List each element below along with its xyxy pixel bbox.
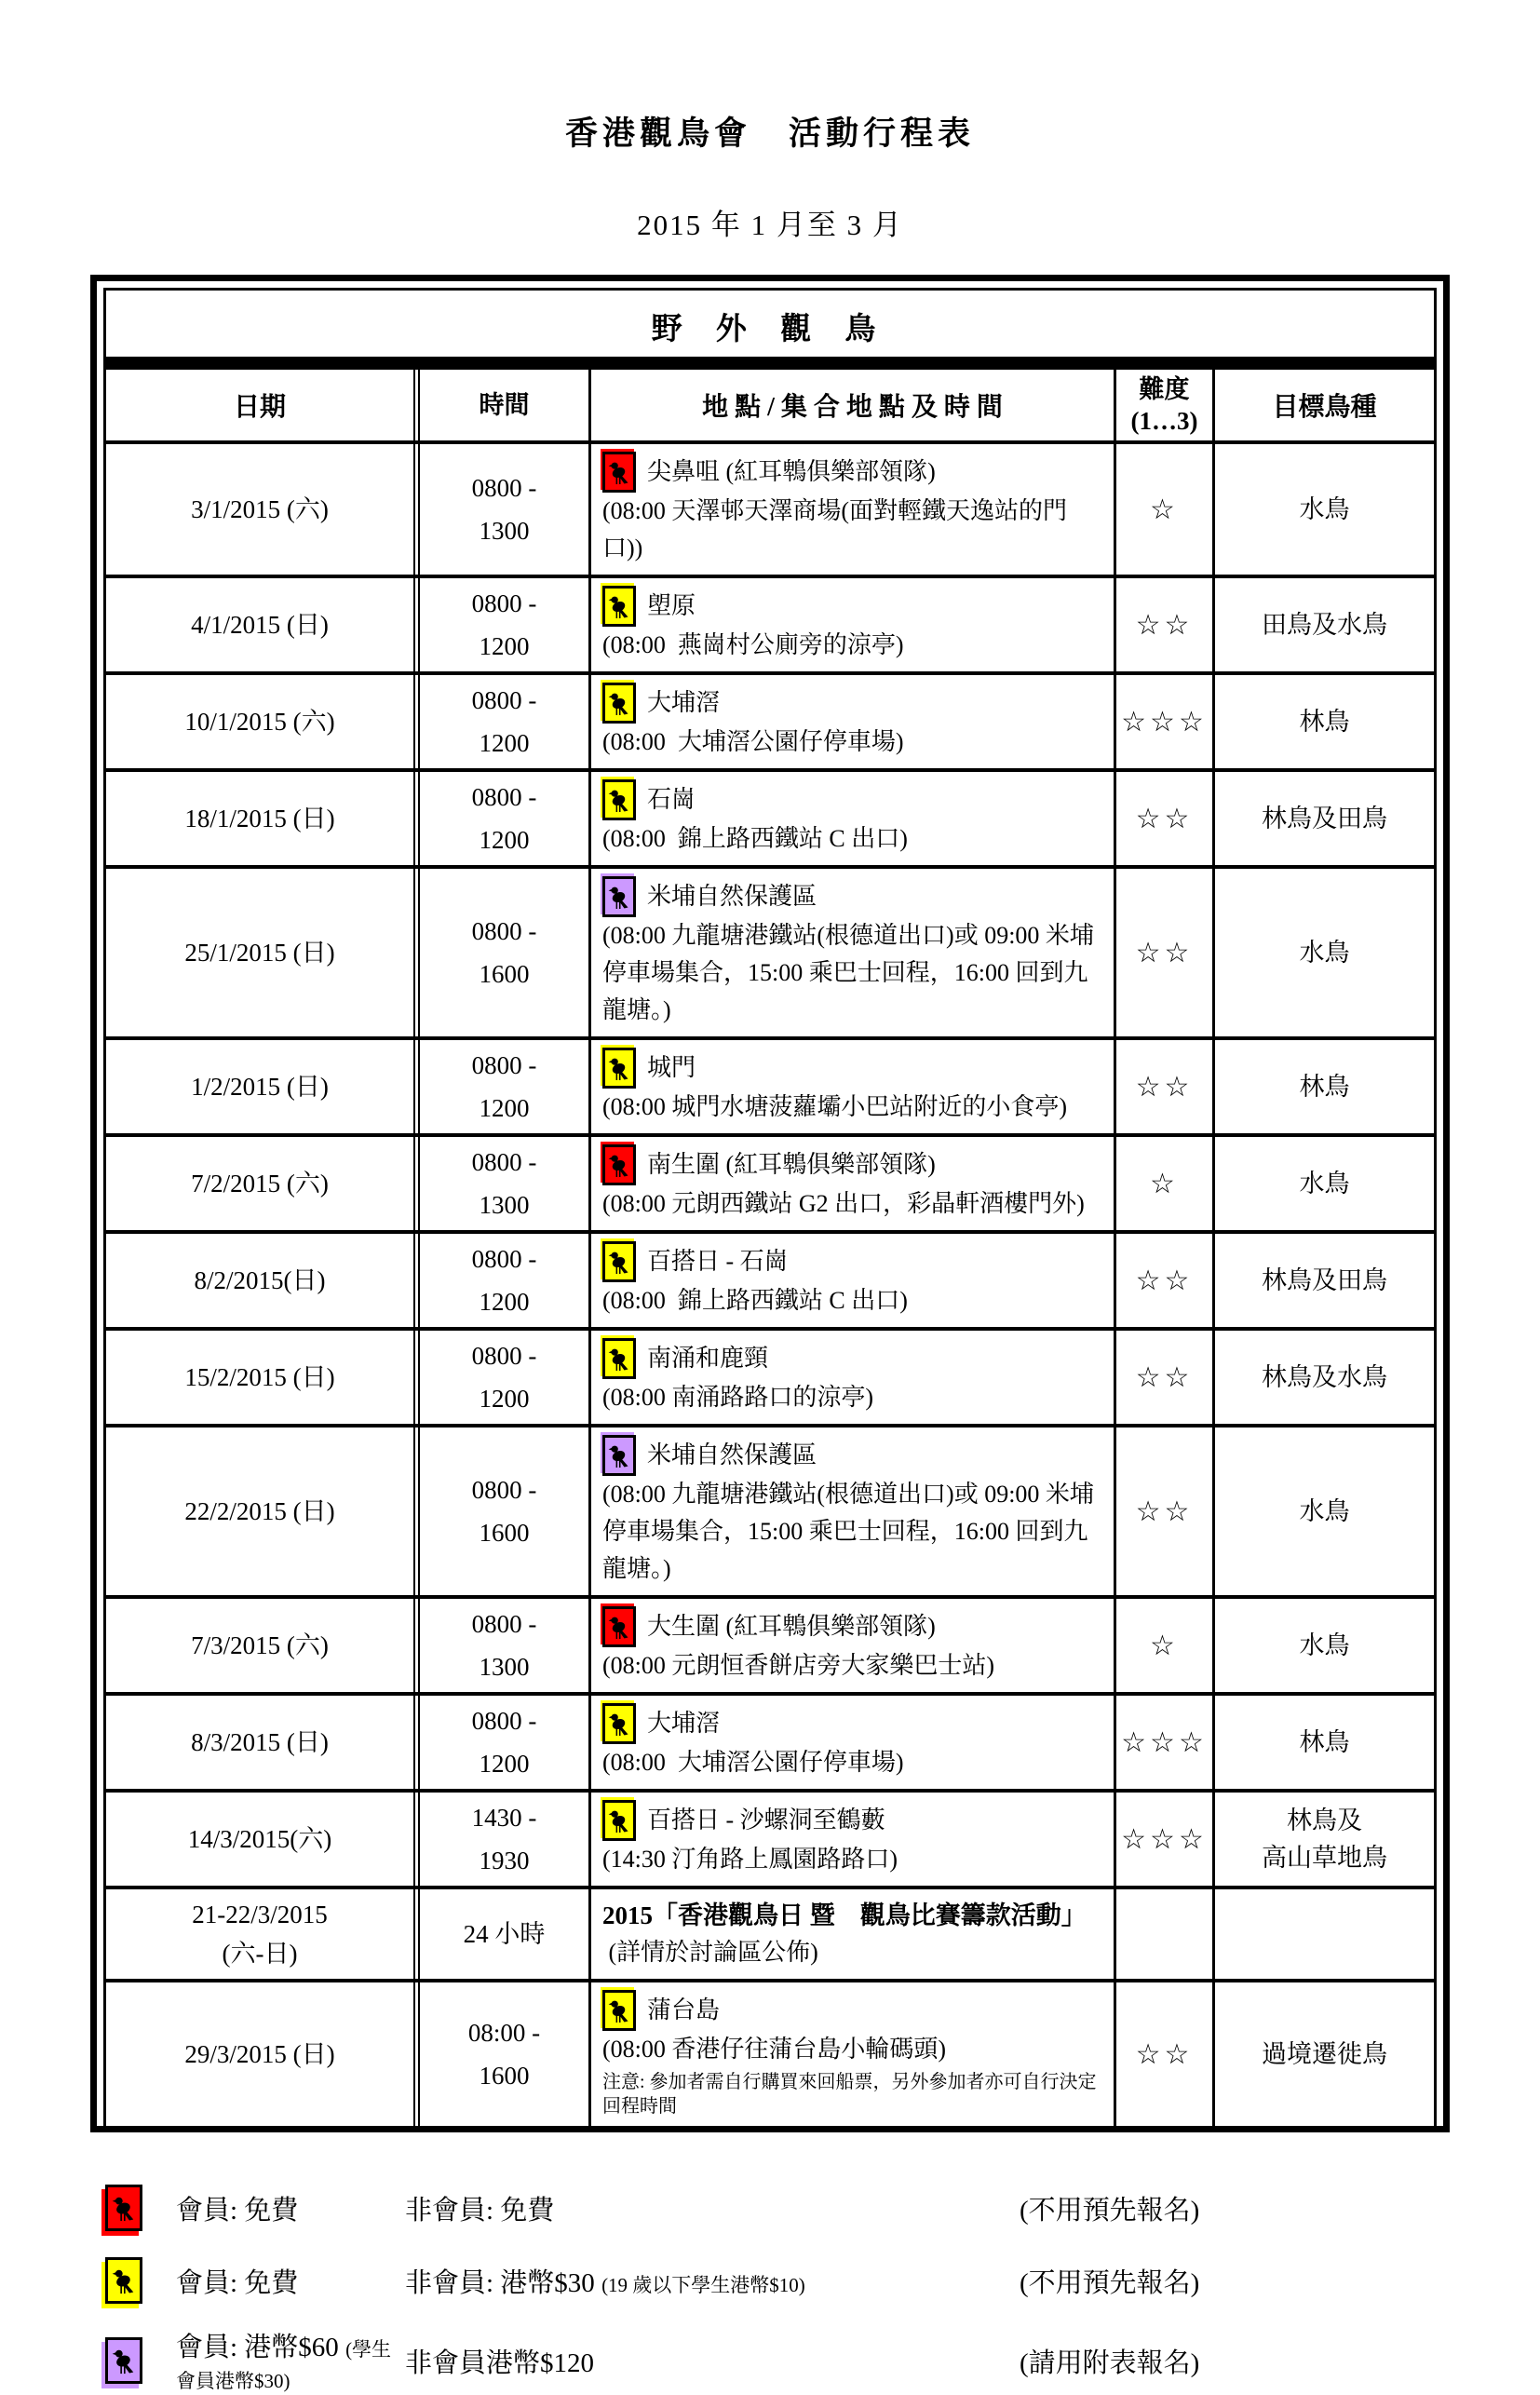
bird-icon-yellow: [602, 683, 636, 724]
event-location: [588, 1428, 1114, 1595]
difficulty-cell: [1114, 1234, 1212, 1327]
difficulty-stars: ☆☆: [1135, 1495, 1194, 1528]
difficulty-cell: [1114, 1599, 1212, 1692]
event-date: [106, 1599, 413, 1692]
event-time: [413, 1982, 588, 2126]
difficulty-cell: [1114, 1889, 1212, 1979]
difficulty-stars: ☆☆☆: [1121, 1822, 1208, 1856]
bird-icon-yellow: [602, 1990, 636, 2031]
target-birds: [1212, 1234, 1434, 1327]
legend-registration-note: (請用附表報名): [1020, 2348, 1200, 2378]
target-birds: [1212, 675, 1434, 768]
event-time-line2: 1200: [479, 729, 530, 757]
table-row: [106, 1331, 1434, 1428]
bird-icon-yellow: [602, 1703, 636, 1744]
legend-icon-cell: [105, 2257, 176, 2304]
event-time: [413, 869, 588, 1036]
event-location-titleline: [602, 683, 1104, 724]
event-location-title: 城門: [647, 1054, 696, 1081]
event-time-line1: 0800 -: [471, 1707, 537, 1735]
event-time-line1: 0800 -: [471, 783, 537, 811]
event-location: [588, 1234, 1114, 1327]
legend-registration-note: (不用預先報名): [1020, 2267, 1200, 2298]
target-birds-line1: 水鳥: [1299, 939, 1350, 967]
event-time-line1: 0800 -: [471, 1245, 537, 1273]
target-birds: [1212, 772, 1434, 865]
difficulty-cell: [1114, 1696, 1212, 1789]
event-meeting-detail: (08:00 九龍塘港鐵站(根德道出口)或 09:00 米埔停車場集合，15:00 乘巴士回程，16:00 回到九龍塘。): [602, 1481, 1094, 1582]
table-row: [106, 1599, 1434, 1696]
event-location-title: 南生圍 (紅耳鵯俱樂部領隊): [647, 1151, 936, 1178]
event-time: [413, 1889, 588, 1979]
event-meeting-detail: (08:00 大埔滘公園仔停車場): [602, 1749, 904, 1776]
bird-icon-red: [602, 1144, 636, 1185]
event-date-line1: 21-22/3/2015: [192, 1901, 328, 1928]
event-time-line2: 1200: [479, 1385, 530, 1413]
legend-member-fee: 會員: 免費: [176, 2195, 299, 2226]
event-date-line1: 3/1/2015 (六): [191, 495, 329, 523]
event-time-line1: 0800 -: [471, 1610, 537, 1638]
target-birds: [1212, 444, 1434, 575]
event-meeting-detail: (08:00 南涌路路口的涼亭): [602, 1384, 874, 1411]
bird-icon-yellow: [602, 779, 636, 820]
target-birds: [1212, 1137, 1434, 1230]
page-subtitle: 2015 年 1 月至 3 月: [637, 209, 903, 241]
event-time-line1: 24 小時: [463, 1920, 546, 1948]
event-note: 注意: 參加者需自行購買來回船票，另外參加者亦可自行決定回程時間: [602, 2072, 1097, 2117]
target-birds: [1212, 1696, 1434, 1789]
event-date: [106, 1982, 413, 2126]
event-date-line1: 7/2/2015 (六): [191, 1170, 329, 1198]
event-location-titleline: [602, 1048, 1104, 1089]
bird-icon-red: [602, 1606, 636, 1647]
target-birds-line1: 水鳥: [1299, 1631, 1350, 1659]
event-time: [413, 1428, 588, 1595]
event-time: [413, 1599, 588, 1692]
difficulty-stars: ☆☆: [1135, 802, 1194, 835]
event-location: [588, 869, 1114, 1036]
target-birds: [1212, 1599, 1434, 1692]
legend-nonmember-fee: 非會員: 港幣$30 (19 歲以下學生港幣$10): [405, 2267, 805, 2298]
event-time-line2: 1930: [479, 1847, 530, 1874]
event-location-title: 2015「香港觀鳥日 暨 觀鳥比賽籌款活動」: [602, 1901, 1087, 1929]
event-time: [413, 444, 588, 575]
event-location-titleline: [602, 779, 1104, 820]
table-row: [106, 1137, 1434, 1234]
event-time-line1: 0800 -: [471, 474, 537, 502]
event-date-line1: 1/2/2015 (日): [191, 1073, 329, 1101]
document-page: [0, 108, 1540, 2392]
event-date: [106, 1040, 413, 1133]
target-birds: [1212, 1982, 1434, 2126]
event-meeting-detail: (08:00 九龍塘港鐵站(根德道出口)或 09:00 米埔停車場集合，15:00 乘巴士回程，16:00 回到九龍塘。): [602, 922, 1094, 1023]
event-time-line2: 1600: [479, 1519, 530, 1547]
event-date: [106, 1234, 413, 1327]
column-header-target: 目標鳥種: [1212, 370, 1434, 440]
target-birds-line2: 高山草地鳥: [1262, 1844, 1387, 1872]
event-location-title: 百搭日 - 石崗: [647, 1248, 789, 1275]
difficulty-cell: [1114, 1982, 1212, 2126]
difficulty-stars: ☆☆: [1135, 2037, 1194, 2071]
event-meeting-detail: (08:00 城門水塘菠蘿壩小巴站附近的小食亭): [602, 1093, 1068, 1120]
event-time: [413, 675, 588, 768]
event-date: [106, 444, 413, 575]
difficulty-cell: [1114, 1793, 1212, 1886]
event-date-line1: 18/1/2015 (日): [184, 805, 335, 832]
event-location-title: 蒲台島: [647, 1996, 721, 2023]
difficulty-stars: ☆☆: [1135, 1264, 1194, 1297]
event-location-titleline: [602, 876, 1104, 917]
difficulty-cell: [1114, 772, 1212, 865]
event-date-line1: 29/3/2015 (日): [184, 2040, 335, 2068]
bird-icon-purple: [602, 1435, 636, 1476]
table-row: [106, 869, 1434, 1040]
difficulty-cell: [1114, 1331, 1212, 1424]
event-date: [106, 1889, 413, 1979]
event-location-titleline: [602, 586, 1104, 627]
difficulty-stars: ☆☆: [1135, 608, 1194, 642]
event-date: [106, 1137, 413, 1230]
event-date-line1: 15/2/2015 (日): [184, 1363, 335, 1391]
legend-nonmember-fee: 非會員: 免費: [405, 2195, 555, 2226]
event-location-title: 尖鼻咀 (紅耳鵯俱樂部領隊): [647, 458, 936, 485]
event-location: [588, 1696, 1114, 1789]
column-header-location: 地 點 / 集 合 地 點 及 時 間: [588, 370, 1114, 440]
difficulty-stars: ☆: [1150, 1629, 1179, 1662]
target-birds-line1: 水鳥: [1299, 1170, 1350, 1198]
event-time-line1: 0800 -: [471, 1476, 537, 1504]
event-date: [106, 772, 413, 865]
bird-icon-yellow: [602, 586, 636, 627]
event-location-title: 大生圍 (紅耳鵯俱樂部領隊): [647, 1613, 936, 1640]
event-time: [413, 1696, 588, 1789]
event-meeting-detail: (詳情於討論區公佈): [602, 1939, 818, 1966]
event-time-line1: 1430 -: [471, 1804, 537, 1832]
table-row: [106, 1428, 1434, 1599]
event-location-titleline: [602, 1703, 1104, 1744]
event-time: [413, 1234, 588, 1327]
target-birds: [1212, 1428, 1434, 1595]
difficulty-cell: [1114, 578, 1212, 671]
difficulty-cell: [1114, 1137, 1212, 1230]
event-date-line1: 25/1/2015 (日): [184, 939, 335, 967]
event-location-titleline: [602, 1241, 1104, 1282]
bird-icon-red: [602, 452, 636, 493]
page-title: 香港觀鳥會 活動行程表: [564, 115, 975, 152]
bird-icon-purple: [602, 876, 636, 917]
event-date: [106, 578, 413, 671]
target-birds: [1212, 578, 1434, 671]
event-location-title: 塱原: [647, 592, 696, 619]
event-time: [413, 1040, 588, 1133]
event-location-title: 大埔滘: [647, 689, 721, 716]
event-location-titleline: [602, 1338, 1104, 1379]
event-time-line2: 1300: [479, 517, 530, 545]
event-date-line1: 22/2/2015 (日): [184, 1497, 335, 1525]
event-date: [106, 1696, 413, 1789]
fee-legend: [90, 2181, 1450, 2395]
event-time-line1: 0800 -: [471, 589, 537, 617]
event-location-title: 米埔自然保護區: [647, 1441, 817, 1468]
legend-icon-cell: [105, 2185, 176, 2231]
target-birds-line1: 林鳥及: [1287, 1806, 1362, 1834]
table-row: [106, 578, 1434, 675]
event-location: [588, 1331, 1114, 1424]
legend-icon-cell: [105, 2337, 176, 2384]
event-location-titleline: [602, 1435, 1104, 1476]
table-row: [106, 1696, 1434, 1793]
event-time-line1: 0800 -: [471, 1051, 537, 1079]
target-birds: [1212, 869, 1434, 1036]
event-location-titleline: [602, 1144, 1104, 1185]
event-time-line2: 1300: [479, 1653, 530, 1681]
target-birds-line1: 水鳥: [1299, 1497, 1350, 1525]
difficulty-cell: [1114, 1428, 1212, 1595]
legend-row: [90, 2253, 1450, 2307]
event-time-line2: 1600: [479, 960, 530, 988]
target-birds-line1: 田鳥及水鳥: [1262, 611, 1387, 639]
event-location: [588, 578, 1114, 671]
bird-icon-red: [105, 2185, 142, 2231]
event-location-title: 南涌和鹿頸: [647, 1345, 769, 1372]
event-time-line2: 1200: [479, 1288, 530, 1316]
event-time-line2: 1300: [479, 1191, 530, 1219]
event-time-line1: 0800 -: [471, 1148, 537, 1176]
event-location: [588, 1599, 1114, 1692]
event-date-line1: 10/1/2015 (六): [184, 708, 335, 736]
event-meeting-detail: (08:00 元朗西鐵站 G2 出口，彩晶軒酒樓門外): [602, 1190, 1085, 1217]
legend-nonmember-fee: 非會員港幣$120: [405, 2348, 595, 2378]
section-title: 野 外 觀 鳥: [103, 288, 1437, 370]
target-birds-line1: 林鳥: [1299, 708, 1350, 736]
target-birds-line1: 水鳥: [1299, 495, 1350, 523]
table-grid: [103, 370, 1437, 2126]
event-meeting-detail: (08:00 天澤邨天澤商場(面對輕鐵天逸站的門口)): [602, 497, 1068, 562]
target-birds: [1212, 1889, 1434, 1979]
event-location-titleline: [602, 1606, 1104, 1647]
table-row: [106, 1889, 1434, 1982]
legend-member-fee: 會員: 免費: [176, 2267, 299, 2298]
table-row: [106, 1793, 1434, 1889]
table-row: [106, 1982, 1434, 2126]
column-header-difficulty-line1: 難度: [1139, 375, 1190, 403]
table-row: [106, 675, 1434, 772]
table-row: [106, 1234, 1434, 1331]
column-header-difficulty: [1114, 370, 1212, 440]
legend-row: [90, 2181, 1450, 2235]
bird-icon-purple: [105, 2337, 142, 2384]
event-meeting-detail: (08:00 錦上路西鐵站 C 出口): [602, 1287, 908, 1314]
bird-icon-yellow: [602, 1800, 636, 1841]
difficulty-stars: ☆☆☆: [1121, 705, 1208, 738]
event-meeting-detail: (08:00 燕崗村公廁旁的涼亭): [602, 631, 904, 658]
table-row: [106, 1040, 1434, 1137]
difficulty-stars: ☆☆☆: [1121, 1725, 1208, 1759]
target-birds-line1: 林鳥: [1299, 1728, 1350, 1756]
target-birds-line1: 林鳥及水鳥: [1262, 1363, 1387, 1391]
target-birds-line1: 林鳥: [1299, 1073, 1350, 1101]
event-location: [588, 444, 1114, 575]
difficulty-cell: [1114, 869, 1212, 1036]
event-time-line1: 0800 -: [471, 686, 537, 714]
event-location-titleline: [602, 1990, 1104, 2031]
difficulty-stars: ☆☆: [1135, 1070, 1194, 1103]
event-location: [588, 1793, 1114, 1886]
event-location-title: 百搭日 - 沙螺洞至鶴藪: [647, 1806, 885, 1833]
event-location: [588, 1040, 1114, 1133]
target-birds-line1: 林鳥及田鳥: [1262, 805, 1387, 832]
event-date-line1: 4/1/2015 (日): [191, 611, 329, 639]
bird-icon-yellow: [602, 1048, 636, 1089]
event-location-title: 米埔自然保護區: [647, 883, 817, 910]
event-meeting-detail: (14:30 汀角路上鳳園路路口): [602, 1846, 898, 1873]
difficulty-stars: ☆☆: [1135, 936, 1194, 969]
event-time: [413, 578, 588, 671]
event-date-line1: 8/2/2015(日): [194, 1266, 326, 1294]
event-date-line1: 7/3/2015 (六): [191, 1631, 329, 1659]
event-time-line1: 08:00 -: [467, 2019, 541, 2047]
column-header-date: 日期: [233, 393, 286, 422]
target-birds: [1212, 1793, 1434, 1886]
event-date-line1: 8/3/2015 (日): [191, 1728, 329, 1756]
event-location: [588, 675, 1114, 768]
event-location: [588, 1137, 1114, 1230]
event-time-line1: 0800 -: [471, 1342, 537, 1370]
event-date-line1: 14/3/2015(六): [187, 1825, 332, 1853]
column-header-time: 時間: [413, 370, 588, 440]
event-date: [106, 1331, 413, 1424]
event-date: [106, 869, 413, 1036]
event-meeting-detail: (08:00 大埔滘公園仔停車場): [602, 728, 904, 755]
event-time-line2: 1200: [479, 632, 530, 660]
event-location: [588, 1889, 1114, 1979]
event-time-line2: 1200: [479, 826, 530, 854]
event-date-line2: (六-日): [222, 1940, 298, 1968]
difficulty-cell: [1114, 1040, 1212, 1133]
event-date: [106, 675, 413, 768]
schedule-table: [90, 275, 1450, 2132]
legend-member-fee: 會員: 港幣$60 (學生會員港幣$30): [176, 2333, 392, 2392]
event-location: [588, 772, 1114, 865]
event-location-titleline: [602, 1800, 1104, 1841]
event-time: [413, 1793, 588, 1886]
difficulty-stars: ☆☆: [1135, 1360, 1194, 1394]
table-row: [106, 772, 1434, 869]
table-header-row: [106, 370, 1434, 444]
event-time-line2: 1600: [479, 2062, 530, 2090]
difficulty-stars: ☆: [1150, 1167, 1179, 1200]
event-location-title: 大埔滘: [647, 1710, 721, 1737]
difficulty-cell: [1114, 675, 1212, 768]
bird-icon-yellow: [602, 1241, 636, 1282]
event-location-title: 石崗: [647, 786, 696, 813]
event-time-line2: 1200: [479, 1750, 530, 1778]
event-time: [413, 1331, 588, 1424]
target-birds: [1212, 1040, 1434, 1133]
event-time-line1: 0800 -: [471, 917, 537, 945]
difficulty-cell: [1114, 444, 1212, 575]
column-header-difficulty-line2: (1…3): [1130, 407, 1198, 435]
event-time-line2: 1200: [479, 1094, 530, 1122]
event-date: [106, 1428, 413, 1595]
table-body: [106, 444, 1434, 2126]
legend-row: [90, 2326, 1450, 2395]
event-location-titleline: [602, 452, 1104, 493]
event-location-titleline: [602, 1897, 1104, 1934]
event-time: [413, 1137, 588, 1230]
table-row: [106, 444, 1434, 578]
difficulty-stars: ☆: [1150, 493, 1179, 526]
target-birds-line1: 林鳥及田鳥: [1262, 1266, 1387, 1294]
bird-icon-yellow: [105, 2257, 142, 2304]
event-location: [588, 1982, 1114, 2126]
target-birds: [1212, 1331, 1434, 1424]
event-date: [106, 1793, 413, 1886]
event-time: [413, 772, 588, 865]
event-meeting-detail: (08:00 元朗恒香餅店旁大家樂巴士站): [602, 1652, 995, 1679]
event-meeting-detail: (08:00 錦上路西鐵站 C 出口): [602, 825, 908, 852]
bird-icon-yellow: [602, 1338, 636, 1379]
legend-registration-note: (不用預先報名): [1020, 2195, 1200, 2226]
target-birds-line1: 過境遷徙鳥: [1262, 2040, 1387, 2068]
event-meeting-detail: (08:00 香港仔往蒲台島小輪碼頭): [602, 2036, 947, 2063]
